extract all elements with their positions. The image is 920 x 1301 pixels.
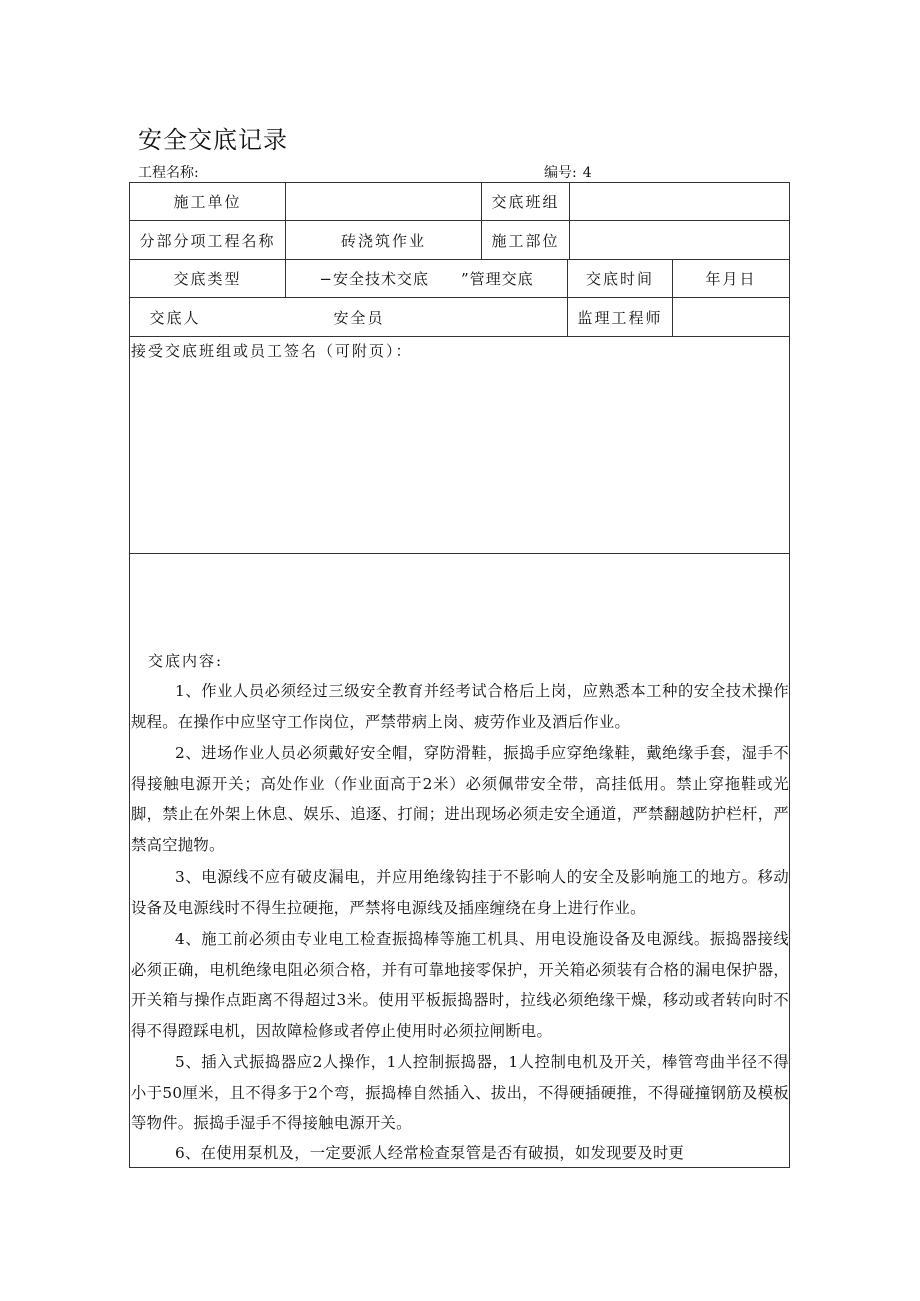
row-divider	[129, 553, 790, 554]
team-value	[570, 183, 789, 220]
document-title: 安全交底记录	[138, 126, 288, 154]
signature-label: 接受交底班组或员工签名（可附页）：	[131, 342, 413, 360]
content-paragraph: 6、在使用泵机及，一定要派人经常检查泵管是否有破损，如发现要及时更	[175, 1144, 685, 1162]
content-heading: 交底内容:	[148, 652, 224, 670]
content-paragraph: 2、进场作业人员必须戴好安全帽，穿防滑鞋，振捣手应穿绝缘鞋，戴绝缘手套，湿手不得接触电源开关；高处作业（作业面高于2米）必须佩带安全带，高挂低用。禁止穿拖鞋或光脚，禁止在外架上休息、娱乐、追逐、打闹；进出现场必须走安全通道，严禁翻越防护栏杆，严禁高空抛物。	[131, 744, 789, 854]
presenter-value: 安全员	[333, 308, 385, 327]
location-label: 施工部位	[491, 231, 560, 250]
content-paragraph: 3、电源线不应有破皮漏电，并应用绝缘钩挂于不影响人的安全及影响施工的地方。移动设备及电源线时不得生拉硬拖，严禁将电源线及插座缠绕在身上进行作业。	[131, 868, 789, 917]
supervisor-value	[673, 298, 789, 336]
project-name-label: 工程名称:	[138, 165, 199, 181]
subproject-value: 砖浇筑作业	[340, 231, 426, 250]
content-paragraph: 4、施工前必须由专业电工检查振捣棒等施工机具、用电设施设备及电源线。振捣器接线必须正确，电机绝缘电阻必须合格，并有可靠地接零保护，开关箱必须装有合格的漏电保护器，开关箱与操作点距离不得超过3米。使用平板振捣器时，拉线必须绝缘干燥，移动或者转向时不得不得蹬踩电机，因故障检修或者停止使用时必须拉闸断电。	[131, 930, 789, 1040]
presenter-label: 交底人	[149, 308, 201, 327]
time-label: 交底时间	[585, 270, 654, 288]
location-value	[570, 221, 789, 259]
row-divider	[129, 336, 790, 337]
supervisor-label: 监理工程师	[577, 308, 663, 327]
serial-label: 编号:	[544, 165, 577, 181]
time-value: 年月日	[705, 270, 757, 288]
content-paragraph: 5、插入式振捣器应2人操作，1人控制振捣器，1人控制电机及开关，棒管弯曲半径不得小于50厘米，且不得多于2个弯，振捣棒自然插入、拔出，不得硬插硬推，不得碰撞钢筋及模板等物件。振捣手湿手不得接触电源开关。	[131, 1053, 789, 1132]
construction-unit-label: 施工单位	[173, 193, 242, 211]
content-paragraph: 1、作业人员必须经过三级安全教育并经考试合格后上岗，应熟悉本工种的安全技术操作规程。在操作中应坚守工作岗位，严禁带病上岗、疲劳作业及酒后作业。	[131, 682, 789, 731]
serial-number	[544, 162, 592, 182]
construction-unit-value	[286, 183, 481, 220]
serial-value: 4	[582, 165, 592, 181]
team-label: 交底班组	[491, 193, 560, 211]
type-label: 交底类型	[173, 270, 242, 288]
type-value: −安全技术交底 ”管理交底	[319, 270, 534, 288]
subproject-label: 分部分项工程名称	[139, 231, 276, 250]
